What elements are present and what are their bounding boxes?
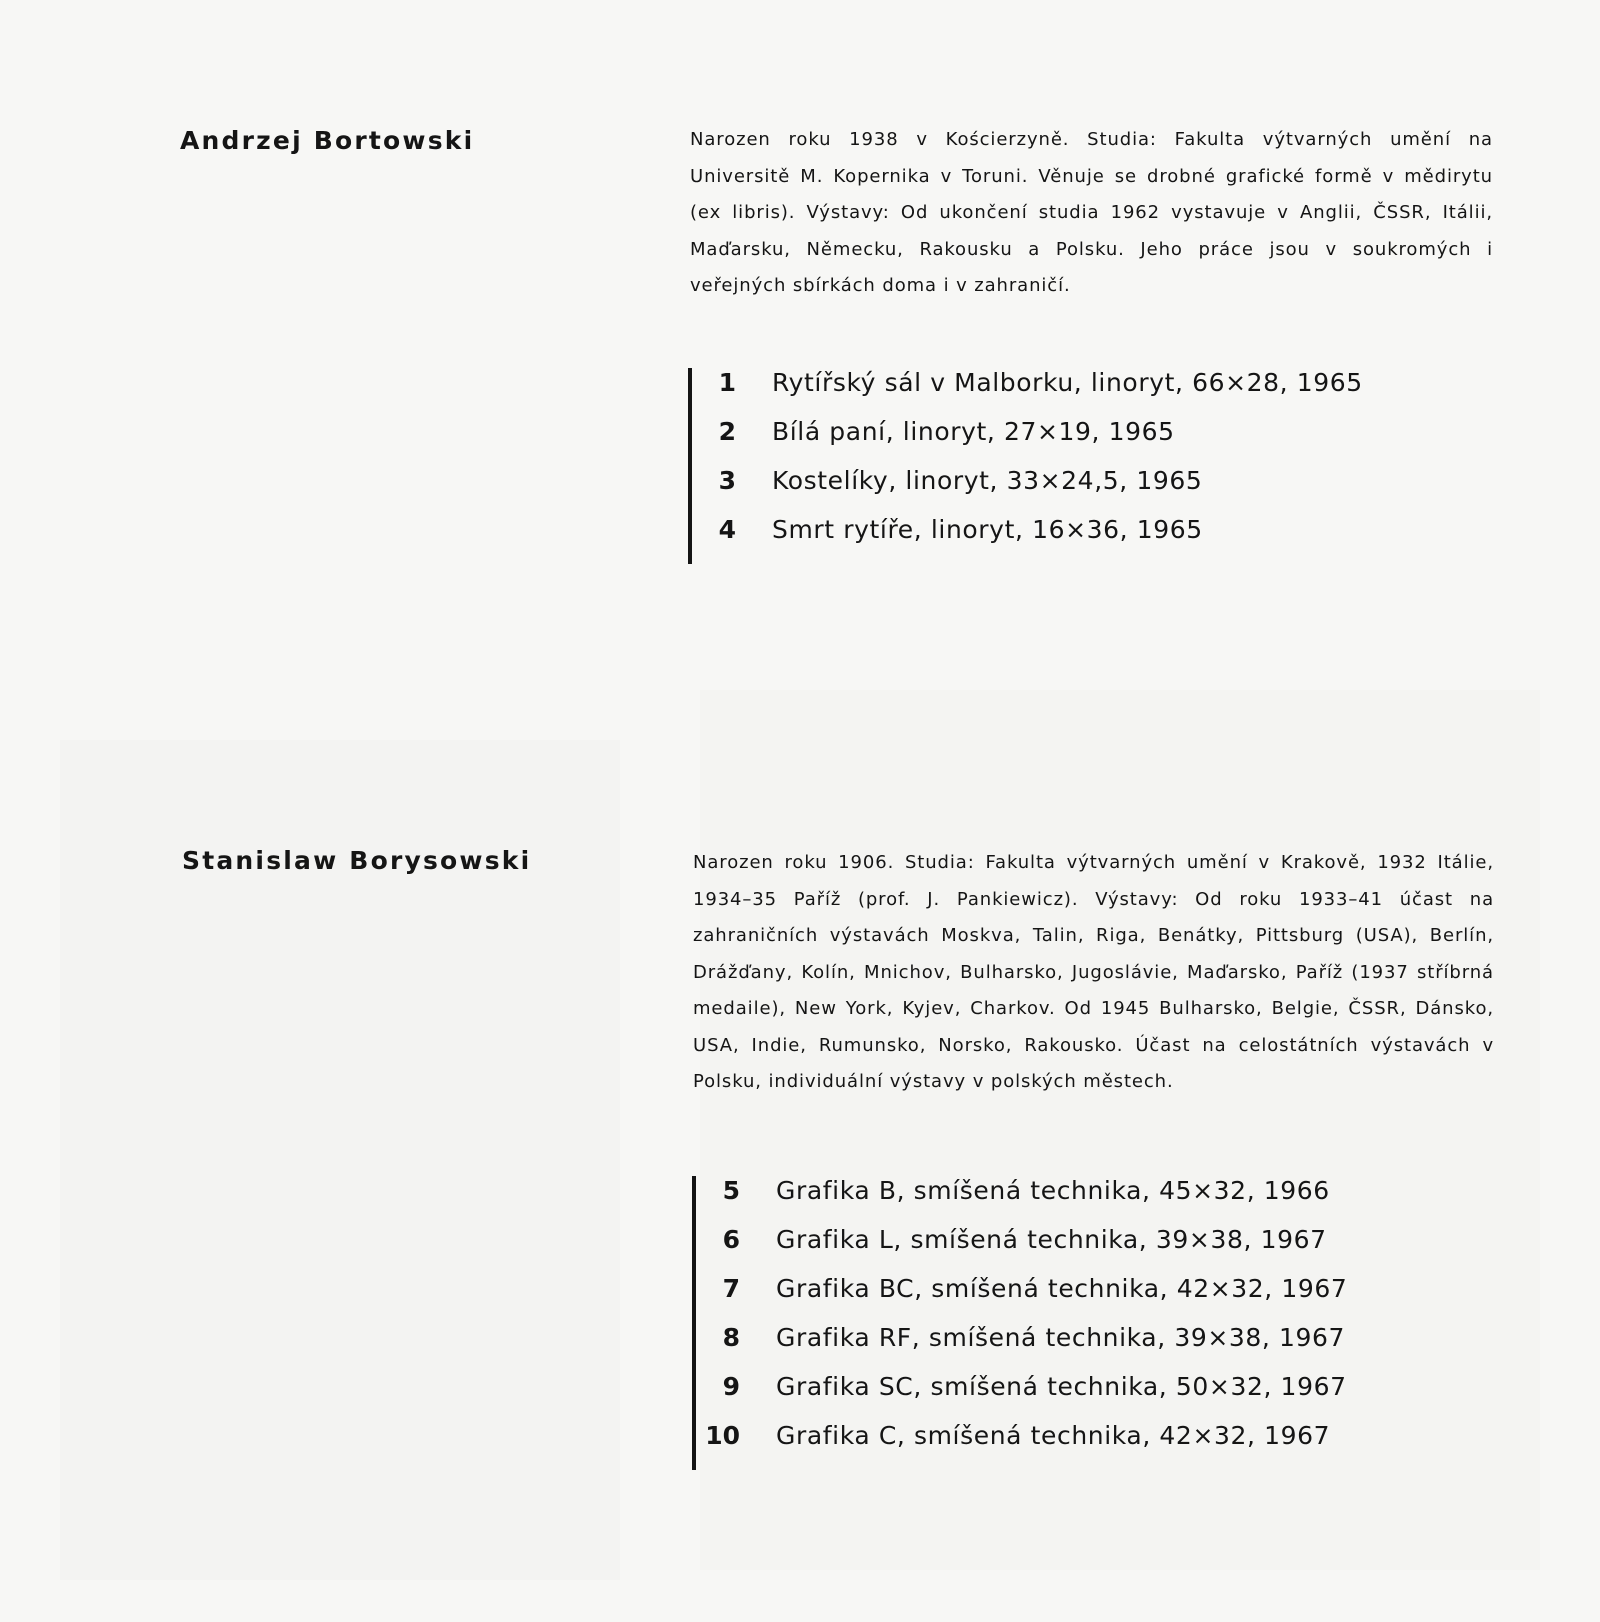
work-description: Smrt rytíře, linoryt, 16×36, 1965 [772,515,1203,544]
works-list [692,1176,1347,1470]
work-number: 6 [722,1225,740,1254]
work-description: Bílá paní, linoryt, 27×19, 1965 [772,417,1175,446]
works-list [688,368,1363,564]
work-description: Grafika BC, smíšená technika, 42×32, 1967 [776,1274,1348,1303]
work-item [692,368,1363,417]
work-number: 4 [718,515,736,544]
work-number: 9 [722,1372,740,1401]
work-description: Grafika L, smíšená technika, 39×38, 1967 [776,1225,1327,1254]
work-number: 7 [722,1274,740,1303]
artist-bio: Narozen roku 1906. Studia: Fakulta výtvarných umění v Krakově, 1932 Itálie, 1934–35 Paříž (prof. J. Pankiewicz). Výstavy: Od roku 1933–41 účast na zahraničních výstavách Moskva, Talin, Riga, Benátky, Pittsburg (USA), Berlín, Drážďany, Kolín, Mnichov, Bulharsko, Jugoslávie, Maďarsko, Paříž (1937 stříbrná medaile), New York, Kyjev, Charkov. Od 1945 Bulharsko, Belgie, ČSSR, Dánsko, USA, Indie, Rumunsko, Norsko, Rakousko. Účast na celostátních výstavách v Polsku, individuální výstavy v polských městech. [693,852,1494,1092]
work-item [692,466,1363,515]
work-number: 10 [705,1421,740,1450]
work-item [696,1176,1347,1225]
work-number: 2 [718,417,736,446]
work-number: 3 [718,466,736,495]
work-item [692,417,1363,466]
work-number: 5 [722,1176,740,1205]
artist-bio: Narozen roku 1938 v Kościerzyně. Studia: Fakulta výtvarných umění na Universitě M. Kopernika v Toruni. Věnuje se drobné grafické formě v mědirytu (ex libris). Výstavy: Od ukončení studia 1962 vystavuje v Anglii, ČSSR, Itálii, Maďarsku, Německu, Rakousku a Polsku. Jeho práce jsou v soukromých i veřejných sbírkách doma i v zahraničí. [690,129,1493,296]
work-description: Grafika C, smíšená technika, 42×32, 1967 [776,1421,1331,1450]
work-item [692,515,1363,564]
work-item [696,1421,1347,1470]
work-item [696,1372,1347,1421]
work-description: Kostelíky, linoryt, 33×24,5, 1965 [772,466,1203,495]
artist-name: Stanislaw Borysowski [182,846,532,875]
artist-name: Andrzej Bortowski [180,126,475,155]
work-description: Grafika SC, smíšená technika, 50×32, 1967 [776,1372,1347,1401]
work-description: Rytířský sál v Malborku, linoryt, 66×28, 1965 [772,368,1363,397]
work-description: Grafika B, smíšená technika, 45×32, 1966 [776,1176,1330,1205]
work-item [696,1274,1347,1323]
work-number: 8 [722,1323,740,1352]
work-number: 1 [718,368,736,397]
work-item [696,1323,1347,1372]
work-description: Grafika RF, smíšená technika, 39×38, 1967 [776,1323,1346,1352]
work-item [696,1225,1347,1274]
